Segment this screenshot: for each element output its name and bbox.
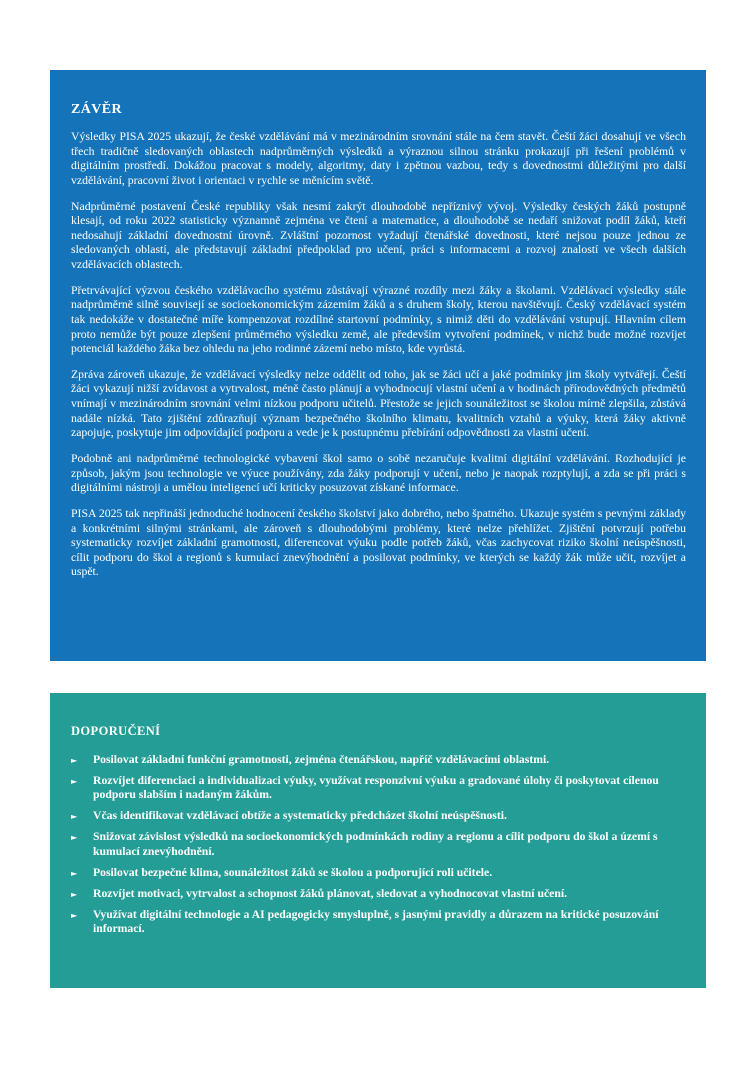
conclusion-box: [50, 70, 706, 661]
triangle-bullet-icon: ►: [71, 868, 78, 878]
recommendation-text: Včas identifikovat vzdělávací obtíže a systematicky předcházet školní neúspěšnosti.: [93, 809, 507, 823]
recommendations-list: [71, 753, 686, 937]
conclusion-paragraph: Podobně ani nadprůměrné technologické vybavení škol samo o sobě nezaručuje kvalitní digitální vzdělávání. Rozhodující je způsob, jakým jsou technologie ve výuce používány, zda žáky podporují v učení, nebo je naopak rozptylují, a zda se při práci s digitálními nástroji a umělou inteligencí učí kriticky posuzovat získané informace.: [71, 452, 686, 495]
recommendation-item: [71, 908, 686, 937]
conclusion-heading: ZÁVĚR: [71, 102, 123, 117]
recommendation-item: [71, 753, 686, 768]
triangle-bullet-icon: ►: [71, 812, 78, 822]
triangle-bullet-icon: ►: [71, 889, 78, 899]
recommendation-item: [71, 887, 686, 902]
triangle-bullet-icon: ►: [71, 776, 78, 786]
recommendations-heading: DOPORUČENÍ: [71, 724, 161, 738]
conclusion-paragraph: Nadprůměrné postavení České republiky však nesmí zakrýt dlouhodobě nepříznivý vývoj. Výsledky českých žáků postupně klesají, od roku 2022 statisticky významně zejména ve čtení a matematice, a dlouhodobě se nedaří snižovat podíl žáků, kteří nedosahují základní dovednostní úrovně. Zvláštní pozornost vyžadují čtenářské dovednosti, které nejsou pouze jednou ze sledovaných oblastí, ale představují základní předpoklad pro učení, práci s informacemi a rozvoj znalostí ve všech dalších vzdělávacích oblastech.: [71, 199, 686, 271]
recommendation-item: [71, 774, 686, 803]
conclusion-paragraph: Přetrvávající výzvou českého vzdělávacího systému zůstávají výrazné rozdíly mezi žáky a školami. Vzdělávací výsledky stále nadprůměrně silně souvisejí se socioekonomickým zázemím žáků a s druhem školy, kterou navštěvují. Český vzdělávací systém tak nedokáže v dostatečné míře kompenzovat rozdílné startovní podmínky, s nimiž děti do vzdělávání vstupují. Hlavním cílem proto nemůže být pouze zlepšení průměrného výsledku země, ale především vytvoření podmínek, v nichž bude možné rozvíjet potenciál každého žáka bez ohledu na jeho rodinné zázemí nebo místo, kde vyrůstá.: [71, 283, 686, 356]
recommendation-text: Rozvíjet diferenciaci a individualizaci výuky, využívat responzivní výuku a gradované úlohy či poskytovat cílenou podporu slabším i nadaným žákům.: [93, 773, 659, 802]
conclusion-paragraph: Výsledky PISA 2025 ukazují, že české vzdělávání má v mezinárodním srovnání stále na čem stavět. Čeští žáci dosahují ve všech třech tradičně sledovaných oblastech nadprůměrných výsledků a výraznou silnou stránku prokazují při řešení problémů v digitálním prostředí. Dokážou pracovat s modely, algoritmy, daty i zpětnou vazbou, tedy s dovednostmi důležitými pro další vzdělávání, pracovní život i orientaci v rychle se měnícím světě.: [71, 130, 686, 187]
recommendation-text: Rozvíjet motivaci, vytrvalost a schopnost žáků plánovat, sledovat a vyhodnocovat vlastní učení.: [93, 886, 568, 900]
recommendation-text: Využívat digitální technologie a AI pedagogicky smysluplně, s jasnými pravidly a důrazem na kritické posuzování informací.: [93, 907, 659, 936]
recommendation-text: Posilovat bezpečné klima, sounáležitost žáků se školou a podporující roli učitele.: [93, 865, 493, 879]
recommendations-box: [50, 693, 706, 988]
recommendation-item: [71, 809, 686, 824]
triangle-bullet-icon: ►: [71, 910, 78, 920]
conclusion-paragraph: PISA 2025 tak nepřináší jednoduché hodnocení českého školství jako dobrého, nebo špatného. Ukazuje systém s pevnými základy a konkrétními silnými stránkami, ale zároveň s dlouhodobými problémy, které nelze přehlížet. Zjištění potvrzují potřebu systematicky rozvíjet základní gramotnosti, diferencovat výuku podle potřeb žáků, včas zachycovat riziko školní neúspěšnosti, cílit podporu do škol a regionů s kumulací znevýhodnění a posilovat podmínky, ve kterých se každý žák může učit, rozvíjet a uspět.: [71, 507, 686, 579]
conclusion-paragraph: Zpráva zároveň ukazuje, že vzdělávací výsledky nelze oddělit od toho, jak se žáci učí a jaké podmínky jim školy vytvářejí. Čeští žáci vykazují nižší zvídavost a vytrvalost, méně často plánují a vyhodnocují vlastní učení a v hodinách přírodovědných předmětů vnímají v mezinárodním srovnání velmi nízkou podporu učitelů. Přestože se jejich sounáležitost se školou mírně zlepšila, zůstává nadále nízká. Tato zjištění zdůrazňují význam bezpečného školního klimatu, kvalitních vztahů a výuky, která žáky aktivně zapojuje, poskytuje jim odpovídající podporu a vede je k postupnému přebírání odpovědnosti za vlastní učení.: [71, 367, 686, 440]
recommendation-text: Snižovat závislost výsledků na socioekonomických podmínkách rodiny a regionu a cílit podporu do škol a území s kumulací znevýhodnění.: [93, 830, 658, 858]
triangle-bullet-icon: ►: [71, 833, 78, 843]
recommendation-item: [71, 830, 686, 859]
triangle-bullet-icon: ►: [71, 756, 78, 765]
recommendation-text: Posilovat základní funkční gramotnosti, zejména čtenářskou, napříč vzdělávacími oblastmi.: [93, 753, 550, 766]
recommendation-item: [71, 866, 686, 881]
